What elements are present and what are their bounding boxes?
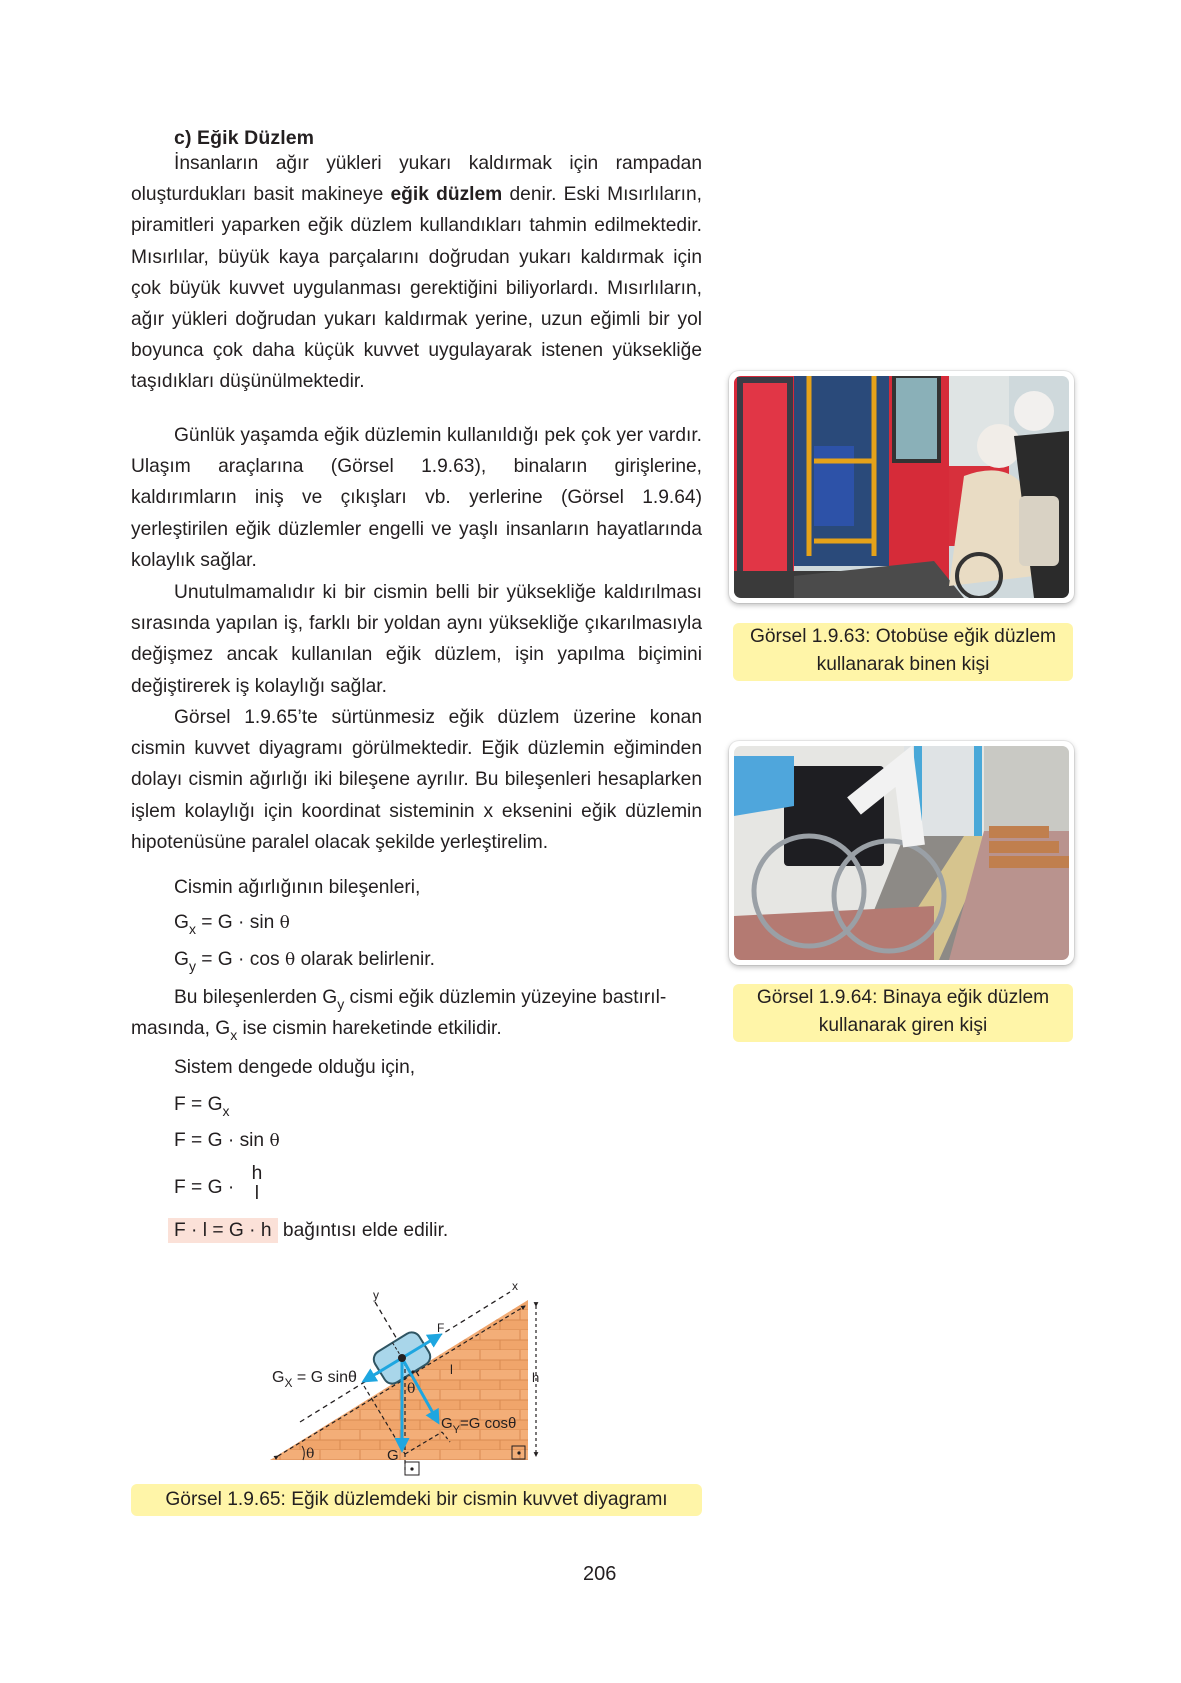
paragraph-text: İnsanların ağır yükleri yukarı kaldırmak için rampadan oluşturdukları basit makineye xyxy=(131,153,702,206)
explanation-line-2: masında, $G_x$ ise cismin hareketinde etkilidir. xyxy=(131,1018,502,1043)
paragraph-force-diagram xyxy=(131,702,702,858)
equation-gx: $G_x = G \cdot \sin \theta$ xyxy=(174,912,290,937)
paragraph-text: denir. Eski Mısırlıların, piramitleri yaparken eğik düzlem kullandıkları tahmin edilmektedir. Mısırlılar, büyük kaya parçalarını doğrudan yukarı kaldırmak için çok büyük kuvvet uygulanması gerektiğini biliyorlardı. Mısırlıların, ağır yükleri doğrudan yukarı kaldırmak yerine, uzun eğimli bir yol boyunca çok daha küçük kuvvet uygulayarak istenen yüksekliğe taşıdıkları düşünülmektedir. xyxy=(131,184,702,393)
building-ramp-image xyxy=(734,746,1069,960)
fraction-h-over-l: h l xyxy=(251,1163,263,1204)
components-intro: Cismin ağırlığının bileşenleri, xyxy=(174,877,421,898)
equation-result: F · l = G · h bağıntısı elde edilir. xyxy=(174,1218,448,1244)
svg-text:l: l xyxy=(450,1362,453,1377)
photo-building-ramp xyxy=(729,741,1074,965)
equation-f-fraction: F = G · h l xyxy=(174,1163,263,1204)
equilibrium-text: Sistem dengede olduğu için, xyxy=(174,1057,416,1078)
page-number: 206 xyxy=(583,1563,617,1585)
paragraph-text: Günlük yaşamda eğik düzlemin kullanıldığı pek çok yer vardır. Ulaşım araçlarına (Görsel 1.9.63), binaların girişlerine, kaldırımların iniş ve çıkışları vb. yerlerine (Görsel 1.9.64) yerleştirilen eğik düzlemler engelli ve yaşlı insanların hayatlarında kolaylık sağlar. xyxy=(131,425,702,571)
photo-bus-ramp xyxy=(729,371,1074,603)
explanation-line-1: Bu bileşenlerden $G_y$ cismi eğik düzlemin yüzeyine bastırıl- xyxy=(174,987,667,1012)
paragraph-daily-life xyxy=(131,420,702,576)
figure-caption-1-9-65: Görsel 1.9.65: Eğik düzlemdeki bir cismin kuvvet diyagramı xyxy=(131,1484,702,1516)
bus-ramp-image xyxy=(734,376,1069,598)
figure-caption-1-9-64: Görsel 1.9.64: Binaya eğik düzlem kullanarak giren kişi xyxy=(733,984,1073,1042)
section-heading: c) Eğik Düzlem xyxy=(174,127,315,149)
svg-text:y: y xyxy=(373,1288,379,1302)
label-gy: $G_Y=G$ cosθ xyxy=(441,1415,517,1436)
svg-text:θ: θ xyxy=(407,1381,416,1397)
paragraph-intro xyxy=(131,148,702,398)
result-highlight: F · l = G · h xyxy=(168,1218,278,1243)
svg-text:F: F xyxy=(437,1321,445,1335)
inclined-plane-diagram xyxy=(260,1270,590,1490)
equation-f-gx: $F = G_x$ xyxy=(174,1094,230,1119)
term-bold: eğik düzlem xyxy=(390,184,503,206)
svg-text:G: G xyxy=(387,1447,399,1464)
svg-text:h: h xyxy=(532,1370,540,1385)
paragraph-work xyxy=(131,577,702,702)
paragraph-text: Unutulmamalıdır ki bir cismin belli bir yüksekliğe kaldırılması sırasında yapılan iş, farklı bir yoldan aynı yüksekliğe çıkarılmasıyla değişmez ancak kullanılan eğik düzlem, işin yapılma biçimini değiştirerek iş kolaylığı sağlar. xyxy=(131,582,702,697)
svg-text:x: x xyxy=(512,1279,518,1293)
equation-gy: $G_y = G \cdot \cos \theta$ olarak belirlenir. xyxy=(174,949,435,974)
svg-text:θ: θ xyxy=(306,1446,315,1462)
equation-f-sin: F = G · sin θ xyxy=(174,1130,280,1151)
figure-caption-1-9-63: Görsel 1.9.63: Otobüse eğik düzlem kullanarak binen kişi xyxy=(733,623,1073,681)
label-gx: $G_X = G$ sinθ xyxy=(272,1369,357,1390)
paragraph-text: Görsel 1.9.65’te sürtünmesiz eğik düzlem üzerine konan cismin kuvvet diyagramı görülmektedir. Eğik düzlemin eğiminden dolayı cismin ağırlığı iki bileşene ayrılır. Bu bileşenleri hesaplarken işlem kolaylığı için koordinat sisteminin x eksenini eğik düzlemin hipotenüsüne paralel olacak şekilde yerleştirelim. xyxy=(131,707,702,853)
